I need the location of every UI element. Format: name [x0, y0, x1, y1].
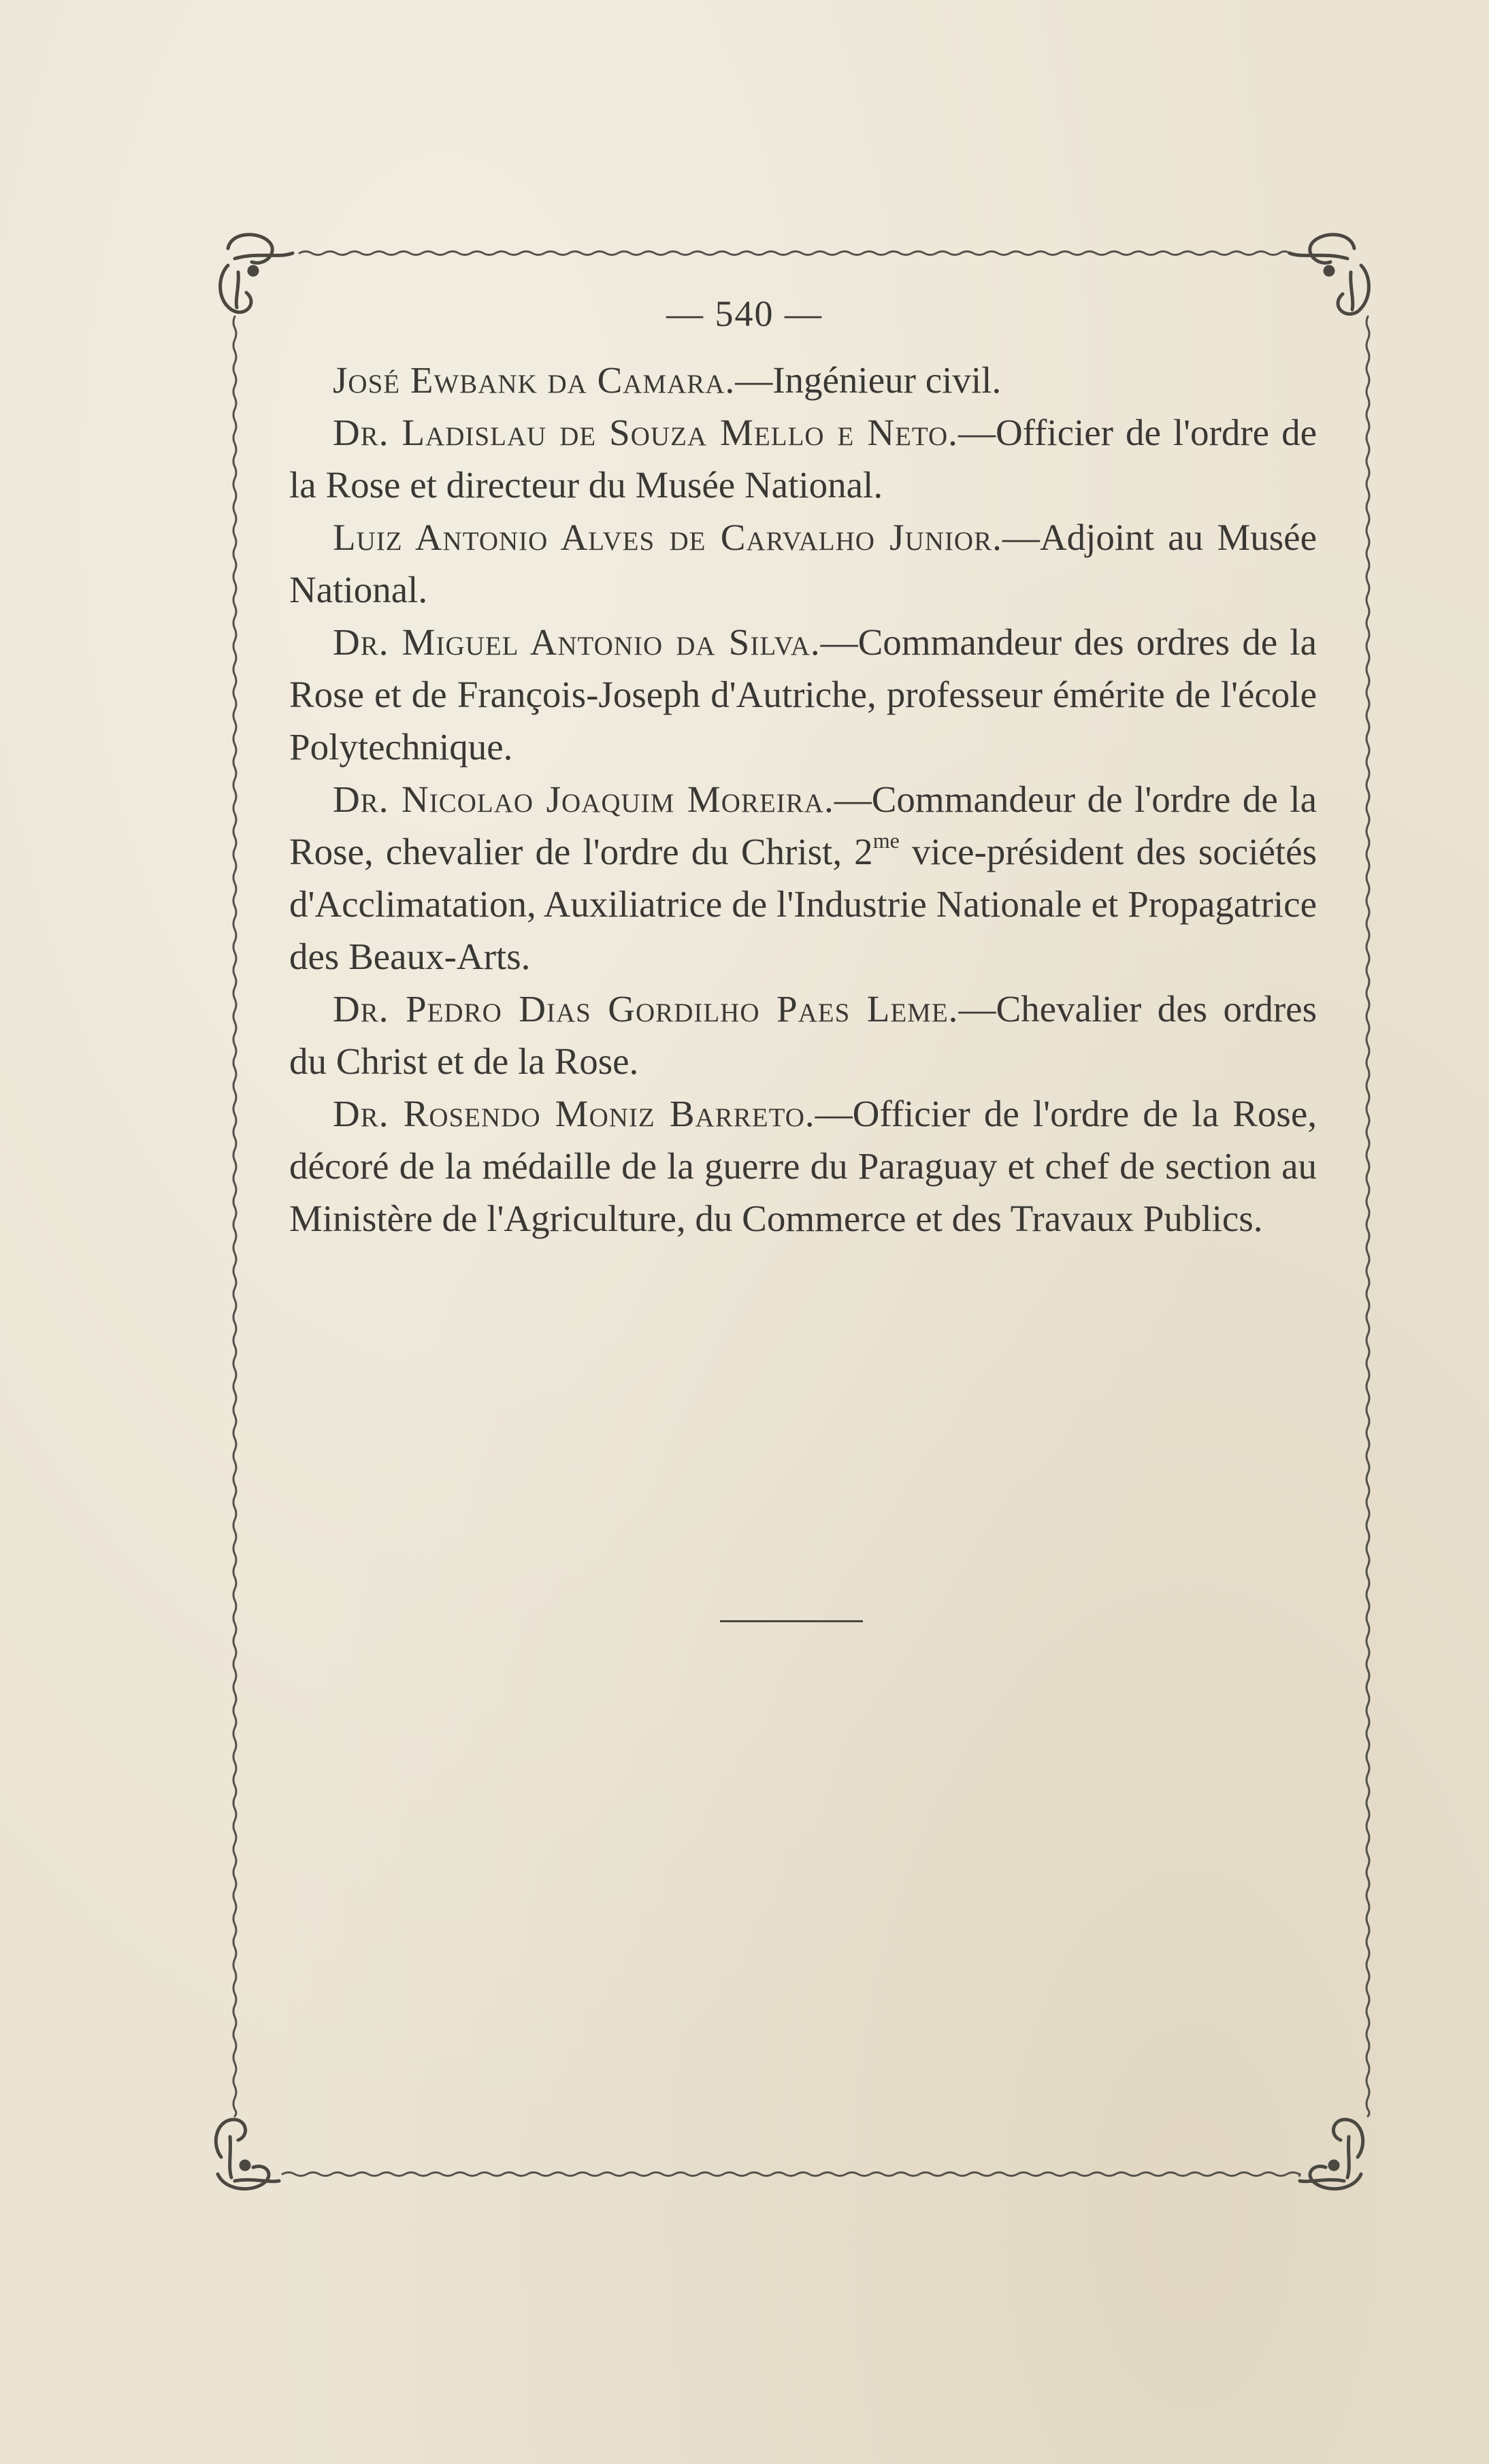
entry-name: Dr. Pedro Dias Gordilho Paes Leme. [333, 988, 959, 1030]
end-rule [720, 1620, 863, 1622]
entry-text: —Officier de l'ordre de la Rose et directeur du Musée National. [289, 412, 1317, 506]
ordinal-superscript: me [872, 828, 900, 853]
entry-miguel-antonio [289, 616, 1317, 773]
border-right-wave [1367, 316, 1369, 2116]
entry-luiz-antonio [289, 511, 1317, 616]
entry-name: Dr. Ladislau de Souza Mello e Neto. [333, 412, 958, 453]
corner-ornament-bottom-left-icon [216, 2120, 279, 2189]
member-list [289, 354, 1317, 1245]
border-bottom-wave [282, 2173, 1300, 2176]
entry-text: —Chevalier des ordres du Christ et de la Rose. [289, 988, 1317, 1082]
entry-nicolao-joaquim [289, 773, 1317, 983]
entry-text: —Officier de l'ordre de la Rose, décoré de la médaille de la guerre du Paraguay et chef de section au Ministère de l'Agriculture, du Commerce et des Travaux Publics. [289, 1093, 1317, 1239]
entry-rosendo-moniz [289, 1087, 1317, 1245]
entry-name: Dr. Nicolao Joaquim Moreira. [333, 778, 834, 820]
entry-name: José Ewbank da Camara. [333, 359, 736, 401]
border-top-wave [299, 252, 1290, 255]
entry-text: —Commandeur des ordres de la Rose et de François-Joseph d'Autriche, professeur émérite de l'école Polytechnique. [289, 621, 1317, 768]
entry-text-continued: vice-président des sociétés d'Acclimatation, Auxiliatrice de l'Industrie Nationale et Propagatrice des Beaux-Arts. [289, 831, 1317, 977]
entry-name: Luiz Antonio Alves de Carvalho Junior. [333, 516, 1002, 558]
entry-pedro-dias [289, 983, 1317, 1087]
entry-ladislau [289, 406, 1317, 511]
corner-ornament-bottom-right-icon [1300, 2120, 1363, 2189]
page-number: — 540 — [666, 293, 823, 334]
entry-ewbank [289, 354, 1317, 406]
entry-text: —Ingénieur civil. [735, 359, 1002, 401]
entry-name: Dr. Rosendo Moniz Barreto. [333, 1093, 815, 1134]
entry-text: —Commandeur de l'ordre de la Rose, chevalier de l'ordre du Christ, 2 [289, 778, 1318, 872]
entry-text: —Adjoint au Musée National. [289, 516, 1318, 610]
entry-name: Dr. Miguel Antonio da Silva. [333, 621, 821, 663]
border-left-wave [233, 316, 236, 2116]
